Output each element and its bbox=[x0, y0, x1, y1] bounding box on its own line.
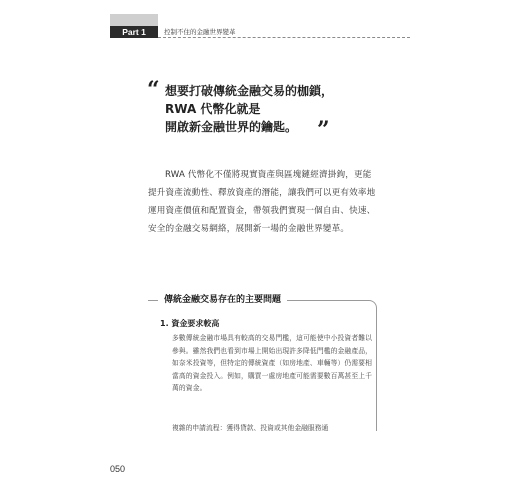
close-quote-icon: ” bbox=[317, 117, 330, 143]
part-label: Part 1 bbox=[110, 26, 158, 38]
quote-line: 開啟新金融世界的鑰匙。 bbox=[165, 120, 298, 134]
problem-item-text: 多數傳統金融市場具有較高的交易門檻，這可能使中小投資者難以參與。雖然我們也看到市場上開始出現許多降低門檻的金融產品，如奈米投資等，但特定的傳統資產（如房地產、車輛等）仍需要相當高的資金投入。例如，購買一處房地產可能需要數百萬甚至上千萬的資金。 bbox=[172, 334, 373, 392]
open-quote-icon: “ bbox=[147, 77, 160, 103]
chapter-title: 控制不住的金融世界變革 bbox=[164, 28, 236, 36]
problems-box-title: 傳統金融交易存在的主要問題 bbox=[158, 293, 287, 307]
problem-item-text-continued: 複雜的申請流程：獲得貸款、投資或其他金融服務通 bbox=[172, 424, 329, 432]
problems-box bbox=[148, 295, 377, 432]
page-number: 050 bbox=[110, 464, 126, 474]
quote-line: 想要打破傳統金融交易的枷鎖， bbox=[165, 84, 334, 98]
running-header bbox=[110, 14, 410, 38]
body-paragraph: RWA 代幣化不僅將現實資產與區塊鏈經濟掛鉤，更能提升資產流動性、釋放資產的潛能，讓我們可以更有效率地運用資產價值和配置資金，帶領我們實現一個自由、快速、安全的金融交易網絡，展開新一場的金融世界變革。 bbox=[148, 170, 376, 234]
problem-item-title: 1. 資金要求較高 bbox=[160, 319, 220, 328]
pull-quote bbox=[147, 77, 365, 143]
quote-line: RWA 代幣化就是 bbox=[165, 102, 261, 116]
header-rule bbox=[158, 37, 410, 38]
